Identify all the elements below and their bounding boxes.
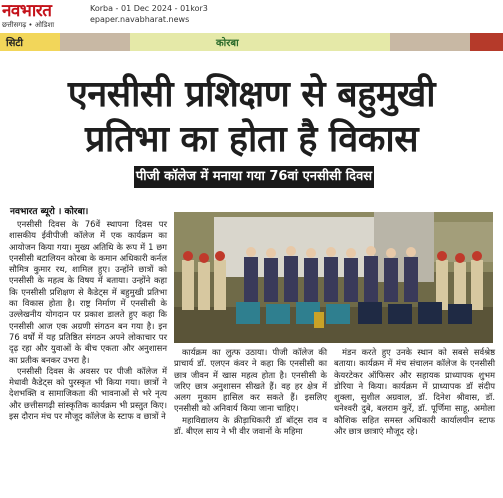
strip-green-block — [130, 33, 390, 51]
headline-line-1: एनसीसी प्रशिक्षण से बहुमुखी — [67, 74, 436, 115]
city-label: कोरबा — [216, 38, 239, 49]
article-column-2 — [174, 347, 327, 437]
logo-subtitle: छत्तीसगढ़ • ओडिशा — [2, 21, 55, 29]
epaper-url[interactable]: epaper.navabharat.news — [90, 15, 190, 24]
event-photo — [174, 212, 493, 343]
newspaper-logo[interactable] — [2, 2, 80, 34]
page-header-strip — [0, 33, 503, 51]
edition-meta — [90, 3, 208, 25]
article-column-1 — [9, 219, 167, 422]
logo-title: नवभारत — [2, 1, 52, 21]
paragraph: एनसीसी दिवस के 76वें स्थापना दिवस पर शासकीय ईवीपीजी कॉलेज में एक कार्यक्रम का आयोजन किया गया। मुख्य अतिथि के रूप में 1 छग एनसीसी बटालियन कोरबा के कमान अधिकारी कर्नल सौमित्र कुमार रथ, शामिल हुए। उन्होंने छात्रों को एनसीसी के महत्व के विषय में बताया। उन्होंने कहा कि एनसीसी प्रशिक्षण से कैडेट्स में बहुमुखी प्रतिभा का विकास होता है। राष्ट्र निर्माण में एनसीसी के उल्लेखनीय योगदान पर प्रकाश डालते हुए कहा कि एनसीसी आज एक अग्रणी संगठन बन गया है। इन 76 वर्षों में यह प्रतिष्ठित संगठन अपने लोकाचार पर दृढ़ रहा और युवाओं के बीच एकता और अनुशासन का प्रतीक बनकर उभरा है। — [9, 219, 167, 365]
headline-line-2: प्रतिभा का होता है विकास — [84, 119, 419, 160]
paragraph: एनसीसी दिवस के अवसर पर पीजी कॉलेज में मेधावी कैडेट्स को पुरस्कृत भी किया गया। छात्रों ने देशभक्ति व सामाजिकता की भावनाओं से भरे नृत्य और छत्तीसगढ़ी सांस्कृतिक कार्यक्रम भी प्रस्तुत किए। इस दौरान मंच पर मौजूद कॉलेज के स्टाफ व छात्रों ने — [9, 365, 167, 422]
strip-red-block — [470, 33, 503, 51]
paragraph: महाविद्यालय के क्रीड़ाधिकारी डॉ बॉट्स राव व डॉ. बीएल साय ने भी वीर जवानों के महिमा — [174, 414, 327, 437]
group-photo-image — [174, 212, 493, 343]
article-subheadline: पीजी कॉलेज में मनाया गया 76वां एनसीसी दिवस — [134, 166, 374, 188]
paragraph: कार्यक्रम का लुत्फ उठाया। पीजी कॉलेज की प्राचार्य डॉ. एलएन कंवर ने कहा कि एनसीसी का छात्र जीवन में खास महत्व होता है। एनसीसी के जरिए छात्र अनुशासन सीखते हैं। वह हर क्षेत्र में अलग मुकाम हासिल कर सकते हैं। इसलिए एनसीसी को अनिवार्य किया जाना चाहिए। — [174, 347, 327, 414]
article-byline: नवभारत ब्यूरो । कोरबा। — [10, 207, 89, 217]
paragraph: मंडन करते हुए उनके स्थान को सबसे सर्वश्रेष्ठ बताया। कार्यक्रम में मंच संचालन कॉलेज के एनसीसी केयरटेकर ऑफिसर और सहायक प्राध्यापक शुभम डोरिया ने किया। कार्यक्रम में प्राध्यापक डॉ संदीप शुक्ला, सुशील अग्रवाल, डॉ. दिनेश श्रीवास, डॉ. धनेश्वरी दुबे, बलराम कुर्रे, डॉ. पूर्णिमा साहू, अमोला कौशिक सहित समस्त अधिकारी कार्यालयीन स्टाफ और छात्र छात्राएं मौजूद रहे। — [334, 347, 495, 437]
section-label: सिटी — [6, 38, 23, 49]
edition-date: Korba - 01 Dec 2024 - 01kor3 — [90, 4, 208, 13]
article-headline — [0, 72, 503, 162]
article-column-3 — [334, 347, 495, 437]
